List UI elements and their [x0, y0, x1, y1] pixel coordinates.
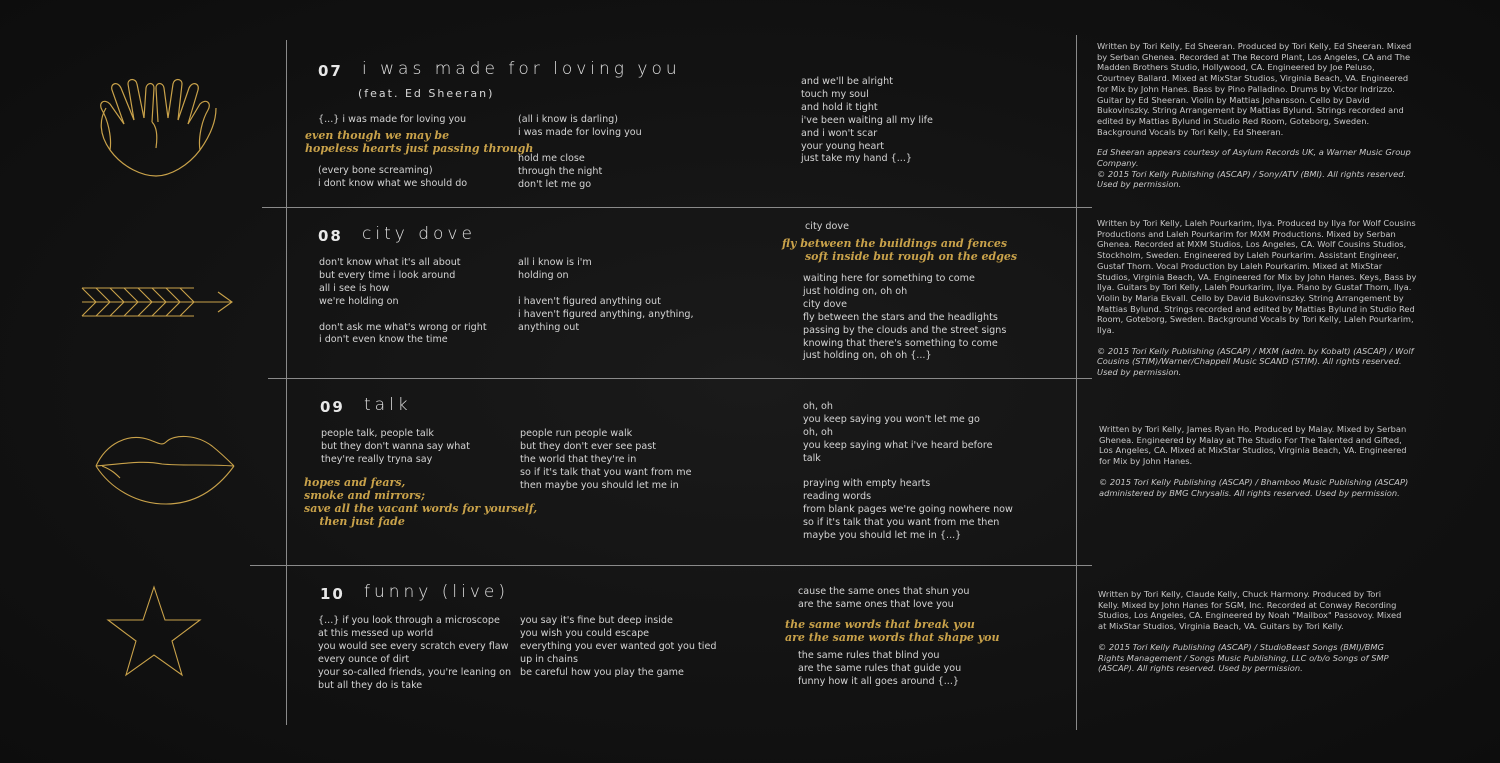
track-08-number: 08: [318, 227, 343, 245]
lips-icon: [92, 430, 238, 508]
track-10-lyrics-col1: {...} if you look through a microscope at this messed up world you would see every scratch every flaw every ounce of dirt your so-called friends, you're leaning on but all they do is take: [318, 615, 512, 691]
track-10-handwritten: the same words that break you are the same words that shape you: [785, 618, 1000, 644]
track-10-credit-copyright: © 2015 Tori Kelly Publishing (ASCAP) / StudioBeast Songs (BMI)/BMG Rights Management / Songs Music Publishing, LLC o/b/o Songs of SMP (ASCAP). All rights reserved. Used by permission.: [1098, 641, 1389, 674]
track-07-number: 07: [318, 62, 343, 80]
right-vertical-rule: [1076, 35, 1077, 730]
track-07-credit-main: Written by Tori Kelly, Ed Sheeran. Produced by Tori Kelly, Ed Sheeran. Mixed by Serban Ghenea. Recorded at The Record Plant, Los Angeles, CA and The Madden Brothers Studio, Hollywood, CA. Engineered by Joe Peluso, Courtney Ballard. Mixed at MixStar Studios, Virginia Beach, VA. Engineered for Mix by John Hanes. Bass by Pino Palladino. Drums by Victor Indrizzo. Guitar by Ed Sheeran. Violin by Mattias Johansson. Cello by David Bukovinszky. String Arrangement by Mattias Bylund. Strings recorded and edited by Mattias Bylund in Studio Red Room, Goteborg, Sweden. Background Vocals by Tori Kelly, Ed Sheeran.: [1097, 41, 1412, 137]
track-09-credit-copyright: © 2015 Tori Kelly Publishing (ASCAP) / Bhamboo Music Publishing (ASCAP) administered by BMG Chrysalis. All rights reserved. Used by permission.: [1099, 476, 1409, 498]
track-08-lyrics-col3a: city dove: [805, 221, 849, 232]
track-08-title: city dove: [362, 224, 476, 244]
track-10-credits: [1098, 589, 1404, 684]
track-10-lyrics-col3a: cause the same ones that shun you are the same ones that love you: [798, 586, 970, 610]
divider-2: [268, 378, 1092, 379]
track-10-number: 10: [320, 585, 345, 603]
track-08-lyrics-col3b: waiting here for something to come just holding on, oh oh city dove fly between the stars and the headlights passing by the clouds and the street signs knowing that there's something to come just holding on, oh oh {...}: [803, 273, 1007, 362]
track-07-credit-copyright: Ed Sheeran appears courtesy of Asylum Records UK, a Warner Music Group Company. © 2015 Tori Kelly Publishing (ASCAP) / Sony/ATV (BMI). All rights reserved. Used by permission.: [1097, 147, 1411, 190]
track-08-lyrics-col1: don't know what it's all about but every time i look around all i see is how we're holding on don't ask me what's wrong or right i don't even know the time: [319, 257, 487, 346]
divider-3: [250, 565, 1092, 566]
track-07-lyrics-col1a: {...} i was made for loving you: [318, 114, 467, 125]
hands-icon: [88, 78, 226, 180]
track-07-feat: (feat. Ed Sheeran): [358, 87, 495, 100]
track-09-handwritten: hopes and fears, smoke and mirrors; save all the vacant words for yourself, then just fade: [304, 476, 538, 528]
track-10-title: funny (live): [364, 582, 510, 602]
track-08-lyrics-col2: all i know is i'm holding on i haven't figured anything out i haven't figured anything, anything, anything out: [518, 257, 694, 333]
left-vertical-rule: [286, 40, 287, 725]
track-08-credits: [1097, 218, 1417, 388]
track-09-number: 09: [320, 398, 345, 416]
track-09-credit-main: Written by Tori Kelly, James Ryan Ho. Produced by Malay. Mixed by Serban Ghenea. Engineered by Malay at The Studio For The Talented and Gifted, Los Angeles, CA. Mixed at MixStar Studios, Virginia Beach, VA. Engineered for Mix by John Hanes.: [1099, 424, 1407, 467]
star-icon: [104, 584, 204, 680]
track-08-credit-main: Written by Tori Kelly, Laleh Pourkarim, Ilya. Produced by Ilya for Wolf Cousins Productions and Laleh Pourkarim for MXM Productions. Mixed by Serban Ghenea. Recorded at MXM Studios, Los Angeles, CA. Wolf Cousins Studios, Stockholm, Sweden. Engineered by Laleh Pourkarim. Assistant Engineer, Gustaf Thorn. Vocal Production by Laleh Pourkarim. Mixed at MixStar Studios, Virginia Beach, VA. Engineered for Mix by John Hanes. Keys, Bass by Ilya. Guitars by Tori Kelly, Laleh Pourkarim, Ilya. Piano by Gustaf Thorn, Ilya. Violin by Maria Ekvall. Cello by David Bukovinszky. String Arrangement by Mattias Bylund. Strings recorded and edited by Mattias Bylund in Studio Red Room, Goteborg, Sweden. Background Vocals by Tori Kelly, Laleh Pourkarim, Ilya.: [1097, 218, 1417, 336]
arrow-icon: [78, 284, 238, 320]
track-10-lyrics-col2: you say it's fine but deep inside you wish you could escape everything you ever wanted got you tied up in chains be careful how you play the game: [520, 615, 717, 678]
track-09-title: talk: [364, 395, 412, 415]
track-08-handwritten: fly between the buildings and fences soft inside but rough on the edges: [782, 237, 1018, 263]
track-10-lyrics-col3b: the same rules that blind you are the same rules that guide you funny how it all goes around {...}: [798, 650, 962, 687]
divider-1: [262, 207, 1092, 208]
track-07-lyrics-col1b: (every bone screaming) i dont know what we should do: [318, 165, 468, 189]
track-09-credits: [1099, 424, 1409, 508]
track-07-title: i was made for loving you: [362, 59, 681, 79]
track-08-credit-copyright: © 2015 Tori Kelly Publishing (ASCAP) / MXM (adm. by Kobalt) (ASCAP) / Wolf Cousins (STIM)/Warner/Chappell Music SCAND (STIM). All rights reserved. Used by permission.: [1097, 345, 1414, 378]
track-10-credit-main: Written by Tori Kelly, Claude Kelly, Chuck Harmony. Produced by Tori Kelly. Mixed by John Hanes for SGM, Inc. Recorded at Conway Recording Studios, Los Angeles, CA. Engineered by Noah "Mailbox" Passovoy. Mixed at MixStar Studios, Virginia Beach, VA. Guitars by Tori Kelly.: [1098, 589, 1402, 632]
track-07-handwritten: even though we may be hopeless hearts just passing through: [305, 129, 534, 155]
track-09-lyrics-col1: people talk, people talk but they don't wanna say what they're really tryna say: [321, 428, 470, 465]
track-09-lyrics-col3: oh, oh you keep saying you won't let me go oh, oh you keep saying what i've heard before talk praying with empty hearts reading words from blank pages we're going nowhere now so if it's talk that you want from me then maybe you should let me in {...}: [803, 401, 1013, 542]
track-07-lyrics-col3: and we'll be alright touch my soul and hold it tight i've been waiting all my life and i won't scar your young heart just take my hand {...}: [801, 76, 933, 165]
track-07-lyrics-col2: (all i know is darling) i was made for loving you hold me close through the night don't let me go: [518, 114, 642, 190]
track-07-credits: [1097, 41, 1415, 200]
track-09-lyrics-col2: people run people walk but they don't ever see past the world that they're in so if it's talk that you want from me then maybe you should let me in: [520, 428, 692, 491]
